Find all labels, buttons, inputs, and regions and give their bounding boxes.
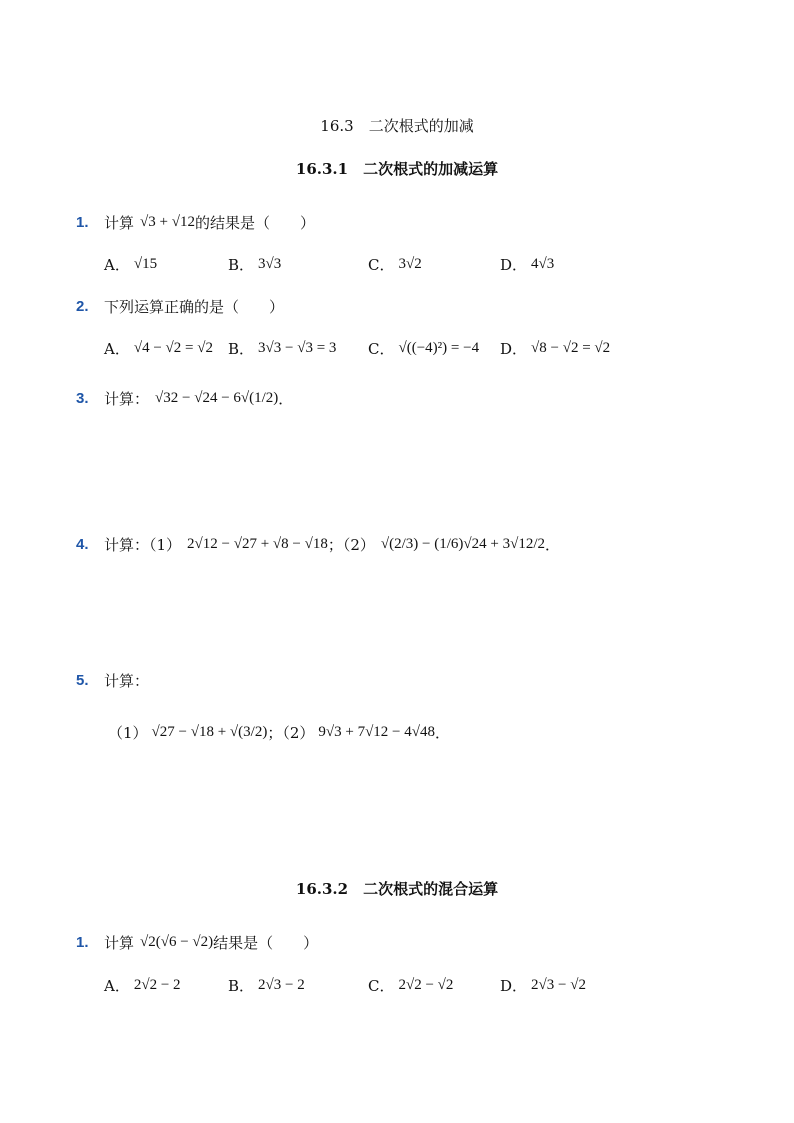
- option-expr: √4 − √2 = √2: [133, 340, 213, 356]
- option-label: D．: [500, 977, 528, 995]
- question-suffix: ．: [278, 390, 294, 408]
- math-expression-1: 2√12 − √27 + √8 − √18: [187, 536, 328, 552]
- option-a[interactable]: [104, 975, 181, 996]
- question-suffix: 的结果是（ ）: [194, 214, 315, 232]
- subpart-mid: ；（2）: [267, 724, 315, 742]
- option-expr: 3√2: [398, 256, 422, 272]
- question-number: 1.: [76, 934, 89, 951]
- question-text: 计算：: [104, 672, 150, 690]
- option-label: A．: [104, 977, 130, 995]
- question-text: 计算: [104, 934, 135, 952]
- math-expression: √3 + √12: [140, 214, 195, 230]
- question-mid: ；（2）: [327, 536, 375, 554]
- option-label: A．: [104, 340, 130, 358]
- question-text: 计算：（1）: [104, 536, 182, 554]
- option-label: C．: [368, 977, 395, 995]
- math-expression-2: 9√3 + 7√12 − 4√48: [318, 724, 435, 740]
- option-b[interactable]: [228, 254, 281, 275]
- option-label: C．: [368, 256, 395, 274]
- option-expr: √8 − √2 = √2: [531, 340, 611, 356]
- question-text: 下列运算正确的是（ ）: [104, 298, 285, 316]
- option-expr: 3√3 − √3 = 3: [258, 340, 337, 356]
- option-expr: 2√2 − 2: [133, 977, 181, 993]
- question-text: 计算: [104, 214, 135, 232]
- option-b[interactable]: [228, 975, 305, 996]
- question-text: 计算：: [104, 390, 150, 408]
- math-expression-1: √27 − √18 + √(3/2): [151, 724, 268, 740]
- option-d[interactable]: [500, 338, 610, 359]
- option-c[interactable]: [368, 975, 453, 996]
- option-c[interactable]: [368, 254, 422, 275]
- option-label: D．: [500, 340, 528, 358]
- option-expr: 3√3: [258, 256, 282, 272]
- math-expression-2: √(2/3) − (1/6)√24 + 3√12/2: [380, 536, 546, 552]
- option-label: B．: [228, 977, 255, 995]
- option-c[interactable]: [368, 338, 479, 359]
- subpart-label: （1）: [108, 724, 148, 742]
- question-number: 5.: [76, 672, 89, 689]
- question-3: [76, 388, 293, 409]
- question-2-1: [76, 932, 318, 953]
- option-b[interactable]: [228, 338, 336, 359]
- option-expr: 4√3: [531, 256, 555, 272]
- option-expr: √15: [133, 256, 158, 272]
- subpart-suffix: ．: [435, 724, 451, 742]
- option-label: C．: [368, 340, 395, 358]
- option-d[interactable]: [500, 254, 554, 275]
- question-2: [76, 296, 284, 317]
- math-expression: √2(√6 − √2): [140, 934, 214, 950]
- option-expr: 2√3 − 2: [258, 977, 305, 993]
- option-a[interactable]: [104, 338, 213, 359]
- section-title-2: 16.3.2 二次根式的混合运算: [295, 880, 499, 898]
- question-number: 2.: [76, 298, 89, 315]
- option-label: B．: [228, 340, 255, 358]
- page-title: 16.3 二次根式的加减: [320, 117, 474, 135]
- section-title-1: 16.3.1 二次根式的加减运算: [295, 160, 499, 178]
- question-number: 4.: [76, 536, 89, 553]
- question-5: [76, 670, 149, 691]
- question-1: [76, 212, 315, 233]
- option-a[interactable]: [104, 254, 157, 275]
- question-number: 1.: [76, 214, 89, 231]
- question-number: 3.: [76, 390, 89, 407]
- option-label: B．: [228, 256, 255, 274]
- math-expression: √32 − √24 − 6√(1/2): [155, 390, 279, 406]
- question-4: [76, 534, 560, 555]
- option-expr: √((−4)²) = −4: [398, 340, 480, 356]
- option-d[interactable]: [500, 975, 586, 996]
- option-expr: 2√2 − √2: [398, 977, 454, 993]
- option-expr: 2√3 − √2: [531, 977, 586, 993]
- question-suffix: 结果是（ ）: [213, 934, 319, 952]
- question-5-subparts: [108, 722, 450, 743]
- option-label: A．: [104, 256, 130, 274]
- question-suffix: ．: [545, 536, 561, 554]
- option-label: D．: [500, 256, 528, 274]
